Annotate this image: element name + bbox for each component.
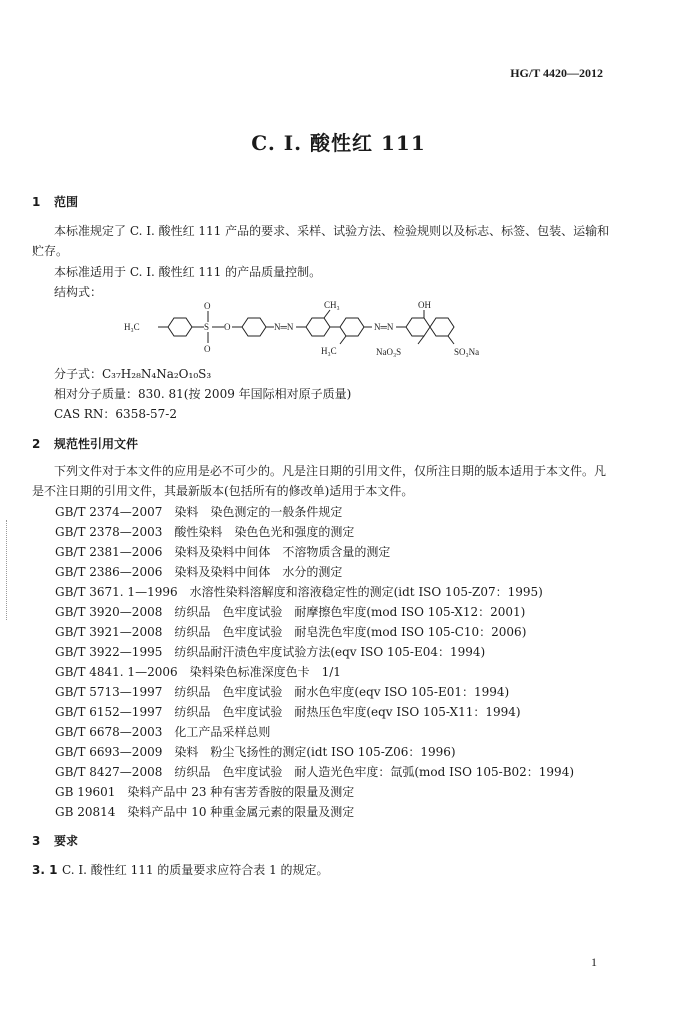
reference-item: GB/T 5713—1997 纺织品 色牢度试验 耐水色牢度(eqv ISO 105-E01：1994) [55, 685, 510, 699]
label-h3c-bottom: H₃C [321, 346, 337, 356]
reference-item: GB/T 2386—2006 染料及染料中间体 水分的测定 [55, 565, 343, 579]
naphthalene-ring-b [430, 318, 454, 336]
structure-label: 结构式： [54, 285, 103, 299]
page-number: 1 [591, 955, 597, 969]
label-ch3-top: CH₃ [324, 300, 340, 310]
section-1-number: 1 [32, 195, 41, 209]
label-azo-2: N═N [374, 322, 394, 332]
label-sulfur: S [204, 322, 210, 332]
section-1-title: 范围 [54, 195, 79, 209]
section-3-heading [32, 832, 78, 849]
benzene-ring-4 [340, 318, 364, 336]
section-2-number: 2 [32, 437, 41, 451]
document-title: C. I. 酸性红 111 [251, 131, 426, 155]
naphthalene-ring-a [406, 318, 430, 336]
normative-intro: 下列文件对于本文件的应用是必不可少的。凡是注日期的引用文件，仅所注日期的版本适用于本文件。凡是不注日期的引用文件，其最新版本(包括所有的修改单)适用于本文件。 [32, 464, 607, 498]
section-2-title: 规范性引用文件 [54, 437, 139, 451]
reference-item: GB 19601 染料产品中 23 种有害芳香胺的限量及测定 [55, 785, 355, 799]
clause-text: C. I. 酸性红 111 的质量要求应符合表 1 的规定。 [62, 863, 329, 877]
reference-item: GB/T 2374—2007 染料 染色测定的一般条件规定 [55, 505, 343, 519]
reference-item: GB 20814 染料产品中 10 种重金属元素的限量及测定 [55, 805, 355, 819]
molecular-mass: 相对分子质量：830. 81(按 2009 年国际相对原子质量) [54, 387, 352, 401]
label-oh: OH [418, 300, 431, 310]
label-h3c-left: H₃C [124, 322, 140, 332]
label-naso3-left: NaO₃S [376, 347, 402, 357]
reference-item: GB/T 3920—2008 纺织品 色牢度试验 耐摩擦色牢度(mod ISO 105-X12：2001) [55, 605, 526, 619]
clause-number: 3. 1 [32, 863, 58, 877]
benzene-ring-3 [306, 318, 330, 336]
requirement-3-1 [32, 860, 329, 880]
structural-formula [110, 298, 510, 364]
reference-item: GB/T 3922—1995 纺织品耐汗渍色牢度试验方法(eqv ISO 105-E04：1994) [55, 645, 486, 659]
section-3-title: 要求 [54, 834, 79, 848]
reference-item: GB/T 2381—2006 染料及染料中间体 不溶物质含量的测定 [55, 545, 391, 559]
reference-item: GB/T 6152—1997 纺织品 色牢度试验 耐热压色牢度(eqv ISO 105-X11：1994) [55, 705, 521, 719]
cas-number: CAS RN：6358-57-2 [54, 407, 177, 421]
reference-item: GB/T 6693—2009 染料 粉尘飞扬性的测定(idt ISO 105-Z06：1996) [55, 745, 456, 759]
section-3-number: 3 [32, 834, 41, 848]
reference-item: GB/T 2378—2003 酸性染料 染色色光和强度的测定 [55, 525, 355, 539]
reference-item: GB/T 4841. 1—2006 染料染色标准深度色卡 1/1 [55, 665, 341, 679]
applicability-paragraph: 本标准适用于 C. I. 酸性红 111 的产品质量控制。 [54, 265, 322, 279]
reference-item: GB/T 3921—2008 纺织品 色牢度试验 耐皂洗色牢度(mod ISO 105-C10：2006) [55, 625, 527, 639]
benzene-ring-1 [168, 318, 192, 336]
scope-paragraph: 本标准规定了 C. I. 酸性红 111 产品的要求、采样、试验方法、检验规则以及标志、标签、包装、运输和贮存。 [32, 224, 610, 258]
section-1-heading [32, 193, 78, 210]
section-2-heading [32, 435, 138, 452]
label-o-top: O [204, 301, 211, 311]
benzene-ring-2 [242, 318, 266, 336]
reference-item: GB/T 3671. 1—1996 水溶性染料溶解度和溶液稳定性的测定(idt ISO 105-Z07：1995) [55, 585, 543, 599]
standard-number: HG/T 4420—2012 [510, 66, 603, 80]
molecular-formula: 分子式：C₃₇H₂₈N₄Na₂O₁₀S₃ [54, 367, 212, 381]
reference-item: GB/T 6678—2003 化工产品采样总则 [55, 725, 271, 739]
label-so3na-right: SO₃Na [454, 347, 480, 357]
label-azo-1: N═N [274, 322, 294, 332]
scan-margin-marks [6, 520, 10, 620]
reference-item: GB/T 8427—2008 纺织品 色牢度试验 耐人造光色牢度：氙弧(mod ISO 105-B02：1994) [55, 765, 575, 779]
label-o-link: O [224, 322, 231, 332]
label-o-bottom: O [204, 344, 211, 354]
